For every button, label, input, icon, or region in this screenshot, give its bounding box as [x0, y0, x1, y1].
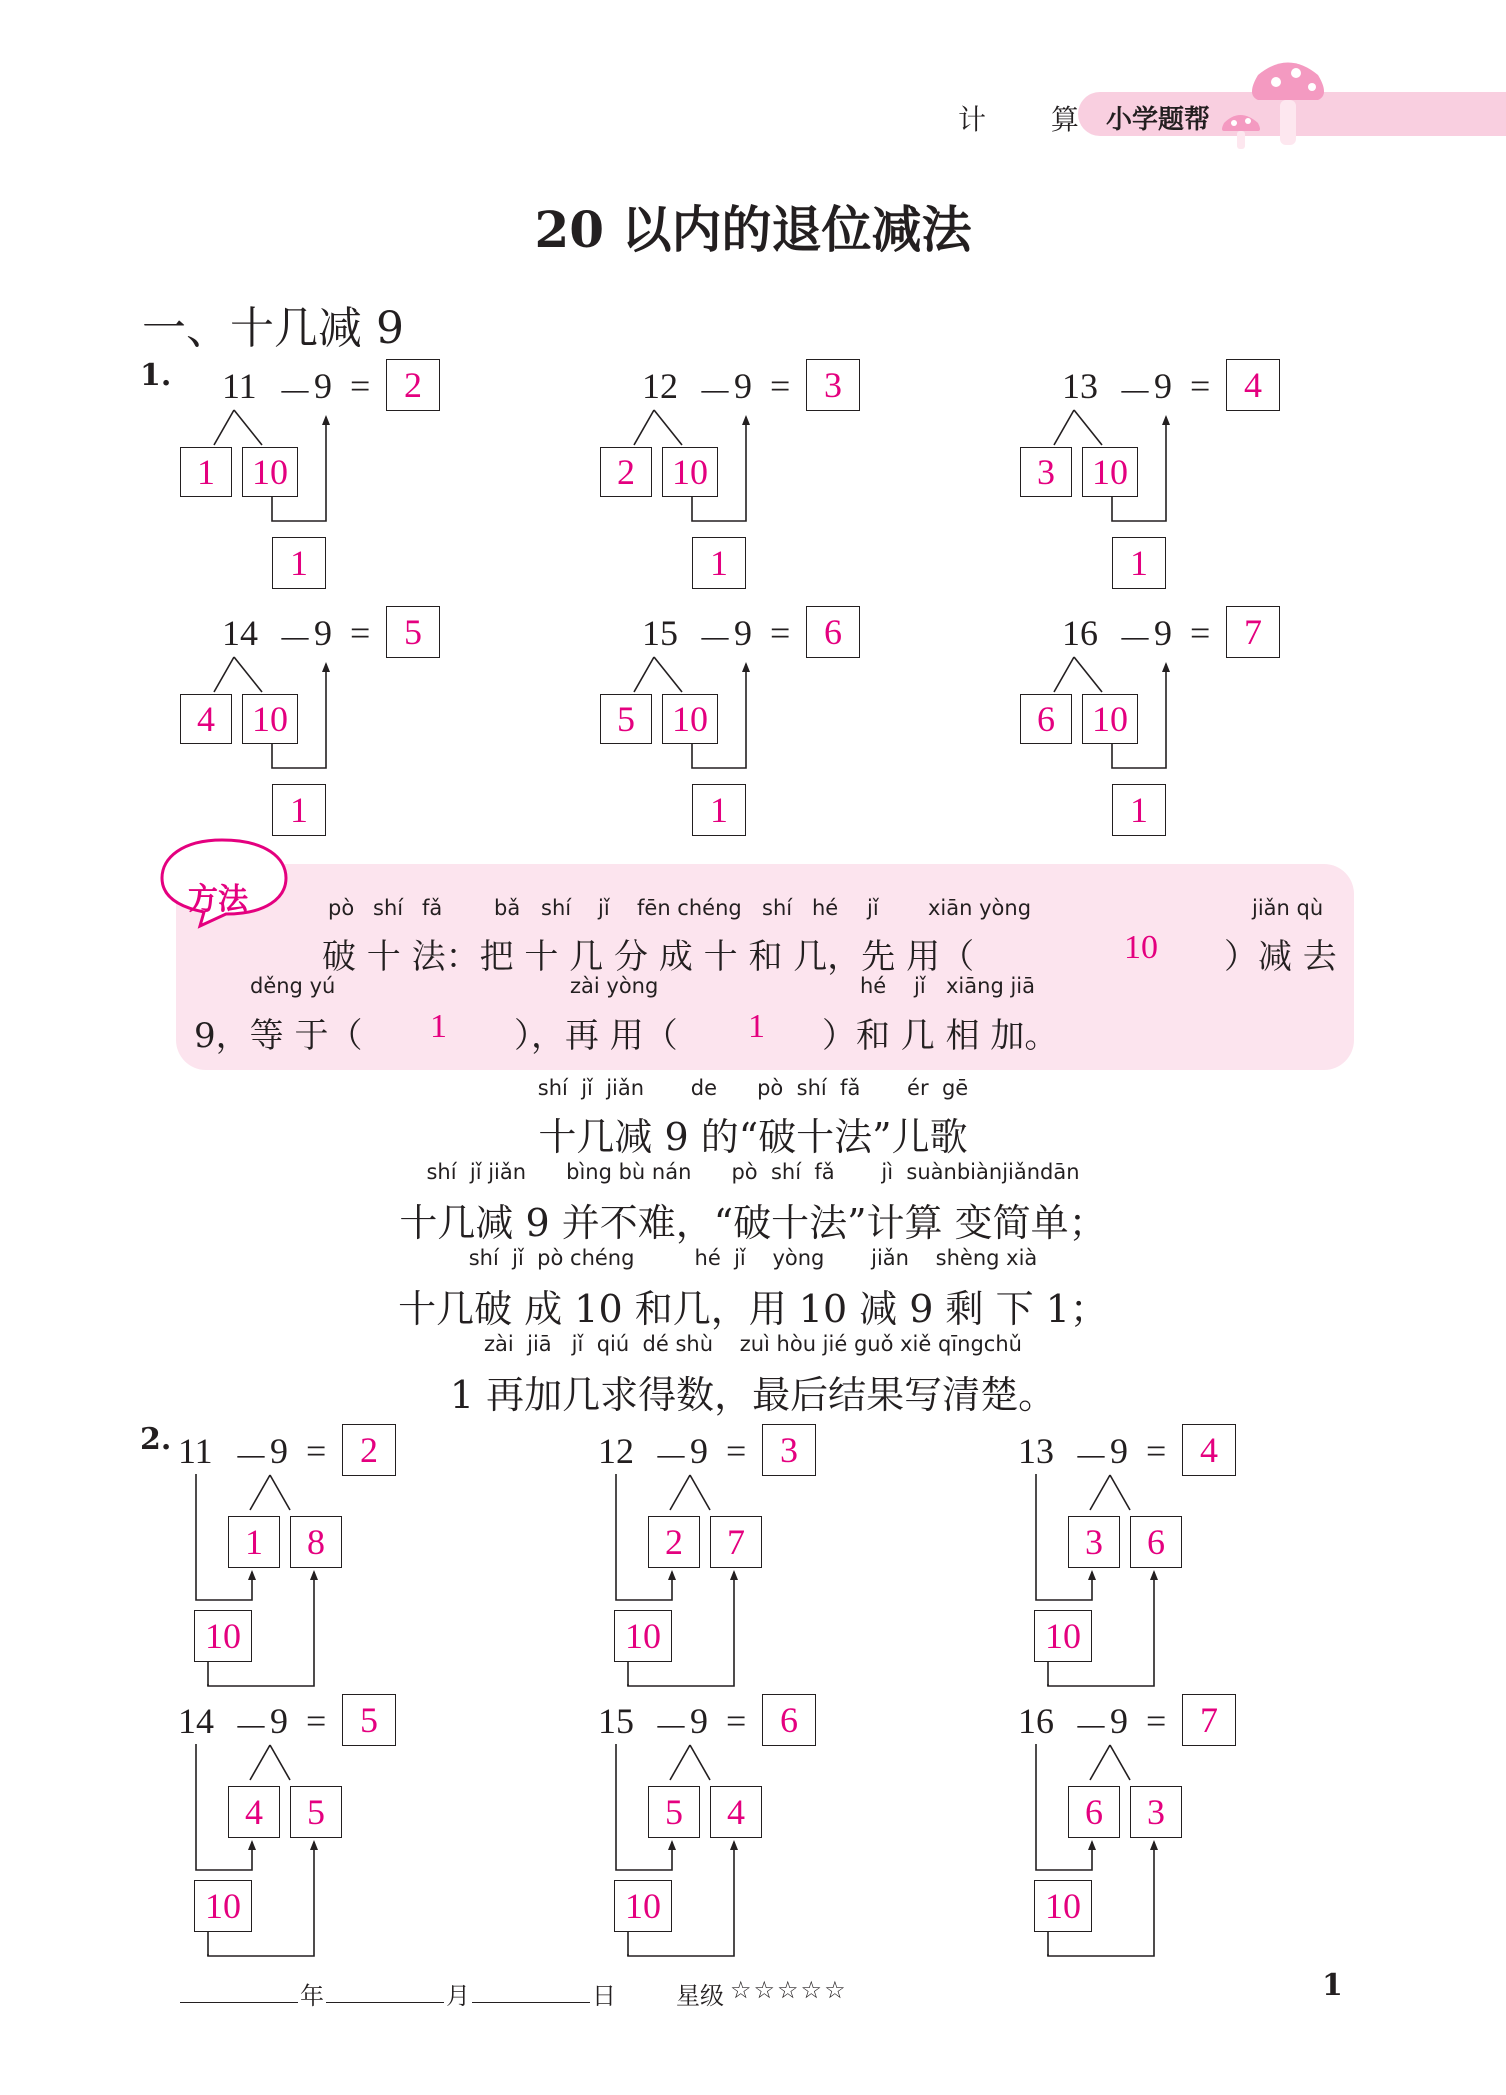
branch-line — [270, 1745, 290, 1780]
q1-equals: = — [770, 613, 791, 653]
footer-month: 月 — [446, 1982, 470, 2010]
split-b-box[interactable]: 3 — [1130, 1786, 1182, 1838]
pinyin: jiǎn qù — [1252, 896, 1324, 920]
rating-label: 星级 — [676, 1982, 724, 2010]
q2-subtrahend: 9 — [690, 1701, 708, 1741]
q2-equals: = — [1146, 1431, 1167, 1471]
q1-minuend: 16 — [1062, 613, 1098, 653]
song-line-pinyin: shí jǐ jiǎn bìng bù nán pò shí fǎ jì suànbiànjiǎndān — [426, 1160, 1080, 1184]
split-a-box[interactable]: 5 — [648, 1786, 700, 1838]
split-ten-box[interactable]: 10 — [242, 694, 298, 744]
q2-subtrahend: 9 — [270, 1701, 288, 1741]
pinyin: jǐ — [867, 896, 879, 920]
q2-equals: = — [726, 1701, 747, 1741]
pinyin: bǎ — [494, 896, 521, 920]
q2-operator: － — [233, 1708, 270, 1748]
q2-equals: = — [726, 1431, 747, 1471]
arrow-head — [248, 1840, 256, 1850]
branch-line — [214, 410, 234, 445]
pinyin: xiāng jiā — [946, 974, 1035, 998]
q1-equals: = — [350, 613, 371, 653]
split-ten-box[interactable]: 10 — [1082, 447, 1138, 497]
song-line-pinyin: zài jiā jǐ qiú dé shù zuì hòu jié guǒ xiě qīngchǔ — [484, 1332, 1022, 1356]
answer-box[interactable]: 3 — [762, 1424, 816, 1476]
split-ten-box[interactable]: 10 — [662, 447, 718, 497]
q2-equals: = — [306, 1701, 327, 1741]
branch-line — [634, 657, 654, 692]
split-ones-box[interactable]: 1 — [180, 447, 232, 497]
pinyin: shí — [541, 896, 572, 920]
q1-equals: = — [770, 366, 791, 406]
split-a-box[interactable]: 6 — [1068, 1786, 1120, 1838]
q1-minuend: 13 — [1062, 366, 1098, 406]
arrow-head — [730, 1840, 738, 1850]
q2-operator: － — [233, 1438, 270, 1478]
q1-minuend: 12 — [642, 366, 678, 406]
year-blank[interactable] — [180, 2002, 298, 2003]
method-label: 方法 — [188, 882, 248, 917]
branch-line — [1074, 410, 1102, 445]
branch-line — [654, 657, 682, 692]
question-number-1: 1. — [140, 358, 172, 393]
answer-box[interactable]: 4 — [1226, 359, 1280, 411]
branch-line — [234, 657, 262, 692]
branch-line — [634, 410, 654, 445]
q1-subtrahend: 9 — [1154, 366, 1172, 406]
arrow-head — [1150, 1840, 1158, 1850]
ten-box[interactable]: 10 — [614, 1880, 672, 1932]
answer-box[interactable]: 7 — [1182, 1694, 1236, 1746]
answer-box[interactable]: 3 — [806, 359, 860, 411]
rating-stars[interactable]: ☆☆☆☆☆ — [730, 1976, 848, 2004]
arrow-head — [248, 1570, 256, 1580]
arrow-head — [1162, 415, 1170, 425]
arrow-head — [742, 415, 750, 425]
pinyin: pò — [328, 896, 355, 920]
song-line-pinyin: shí jǐ pò chéng hé jǐ yòng jiǎn shèng xià — [468, 1246, 1038, 1270]
split-ones-box[interactable]: 2 — [600, 447, 652, 497]
pinyin: hé — [812, 896, 839, 920]
answer-box[interactable]: 6 — [806, 606, 860, 658]
method-line1-b: ）减 去 — [1224, 937, 1337, 977]
song-line: 十几减 9 并不难，“破十法”计算 变简单； — [399, 1201, 1107, 1245]
q1-equals: = — [350, 366, 371, 406]
q2-minuend: 11 — [178, 1431, 213, 1471]
branch-line — [1110, 1475, 1130, 1510]
q2-equals: = — [1146, 1701, 1167, 1741]
song-line: 1 再加几求得数，最后结果写清楚。 — [449, 1373, 1057, 1417]
branch-line — [1074, 657, 1102, 692]
q2-minuend: 12 — [598, 1431, 634, 1471]
arrow-head — [730, 1570, 738, 1580]
q2-operator: － — [653, 1438, 690, 1478]
ten-box[interactable]: 10 — [194, 1880, 252, 1932]
footer-year: 年 — [300, 1982, 324, 2010]
arrow-head — [742, 662, 750, 672]
pinyin: zài yòng — [570, 974, 659, 998]
method-blank-3: 1 — [748, 1008, 765, 1045]
q1-subtrahend: 9 — [734, 613, 752, 653]
pinyin: shí — [373, 896, 404, 920]
pinyin: fǎ — [422, 896, 443, 920]
branch-line — [234, 410, 262, 445]
ten-box[interactable]: 10 — [1034, 1610, 1092, 1662]
q1-operator: － — [1117, 620, 1154, 660]
pinyin: shí — [762, 896, 793, 920]
split-a-box[interactable]: 3 — [1068, 1516, 1120, 1568]
q2-minuend: 15 — [598, 1701, 634, 1741]
branch-line — [690, 1745, 710, 1780]
split-b-box[interactable]: 7 — [710, 1516, 762, 1568]
answer-box[interactable]: 5 — [342, 1694, 396, 1746]
answer-box[interactable]: 5 — [386, 606, 440, 658]
branch-line — [214, 657, 234, 692]
pinyin: xiān yòng — [928, 896, 1032, 920]
song-line: 十几破 成 10 和几，用 10 减 9 剩 下 1； — [398, 1287, 1108, 1331]
q1-operator: － — [1117, 373, 1154, 413]
arrow-head — [1088, 1840, 1096, 1850]
split-a-box[interactable]: 2 — [648, 1516, 700, 1568]
pinyin: děng yú — [250, 974, 336, 998]
q2-minuend: 16 — [1018, 1701, 1054, 1741]
q1-minuend: 15 — [642, 613, 678, 653]
split-b-box[interactable]: 5 — [290, 1786, 342, 1838]
footer-day: 日 — [592, 1982, 616, 2010]
branch-line — [1110, 1745, 1130, 1780]
ten-minus-nine-box[interactable]: 1 — [272, 784, 326, 836]
q2-subtrahend: 9 — [270, 1431, 288, 1471]
q2-operator: － — [653, 1708, 690, 1748]
q1-operator: － — [697, 620, 734, 660]
split-a-box[interactable]: 1 — [228, 1516, 280, 1568]
pinyin: jǐ — [598, 896, 610, 920]
arrow-head — [310, 1840, 318, 1850]
split-ten-box[interactable]: 10 — [662, 694, 718, 744]
answer-box[interactable]: 2 — [342, 1424, 396, 1476]
arrow-head — [1162, 662, 1170, 672]
answer-box[interactable]: 4 — [1182, 1424, 1236, 1476]
question-number-2: 2. — [140, 1422, 172, 1457]
branch-line — [654, 410, 682, 445]
split-a-box[interactable]: 4 — [228, 1786, 280, 1838]
q2-equals: = — [306, 1431, 327, 1471]
branch-line — [1054, 410, 1074, 445]
q2-subtrahend: 9 — [690, 1431, 708, 1471]
q1-subtrahend: 9 — [1154, 613, 1172, 653]
pinyin: fēn chéng — [637, 896, 742, 920]
section-heading: 一、十几减 9 — [142, 303, 404, 354]
header-brand: 小学题帮 — [1106, 105, 1211, 135]
day-blank[interactable] — [472, 2002, 590, 2003]
song-title-pinyin: shí jǐ jiǎn de pò shí fǎ ér gē — [537, 1076, 969, 1100]
arrow-head — [310, 1570, 318, 1580]
split-b-box[interactable]: 8 — [290, 1516, 342, 1568]
split-ten-box[interactable]: 10 — [242, 447, 298, 497]
ten-box[interactable]: 10 — [194, 1610, 252, 1662]
answer-box[interactable]: 7 — [1226, 606, 1280, 658]
arrow-head — [322, 415, 330, 425]
split-ones-box[interactable]: 3 — [1020, 447, 1072, 497]
arrow-head — [668, 1570, 676, 1580]
q2-operator: － — [1073, 1708, 1110, 1748]
q1-subtrahend: 9 — [314, 366, 332, 406]
q2-subtrahend: 9 — [1110, 1701, 1128, 1741]
split-b-box[interactable]: 4 — [710, 1786, 762, 1838]
pinyin: hé — [860, 974, 887, 998]
split-ones-box[interactable]: 6 — [1020, 694, 1072, 744]
q2-operator: － — [1073, 1438, 1110, 1478]
arrow-head — [322, 662, 330, 672]
ten-minus-nine-box[interactable]: 1 — [692, 537, 746, 589]
page-title: 20 以内的退位减法 — [534, 200, 972, 259]
split-b-box[interactable]: 6 — [1130, 1516, 1182, 1568]
q1-equals: = — [1190, 366, 1211, 406]
q1-subtrahend: 9 — [314, 613, 332, 653]
answer-box[interactable]: 6 — [762, 1694, 816, 1746]
ten-box[interactable]: 10 — [614, 1610, 672, 1662]
q2-minuend: 14 — [178, 1701, 214, 1741]
q2-subtrahend: 9 — [1110, 1431, 1128, 1471]
split-ten-box[interactable]: 10 — [1082, 694, 1138, 744]
q1-operator: － — [277, 620, 314, 660]
pinyin: jǐ — [914, 974, 926, 998]
answer-box[interactable]: 2 — [386, 359, 440, 411]
q1-minuend: 11 — [222, 366, 257, 406]
method-line2-b: ），再 用（ — [514, 1016, 678, 1056]
method-line1-a: 破 十 法：把 十 几 分 成 十 和 几，先 用（ — [322, 937, 975, 977]
method-blank-2: 1 — [430, 1008, 447, 1045]
arrow-head — [1088, 1570, 1096, 1580]
branch-line — [270, 1475, 290, 1510]
branch-line — [1054, 657, 1074, 692]
ten-box[interactable]: 10 — [1034, 1880, 1092, 1932]
page-number: 1 — [1322, 1968, 1343, 2003]
mushroom-icon — [1218, 55, 1348, 150]
ten-minus-nine-box[interactable]: 1 — [1112, 537, 1166, 589]
q2-minuend: 13 — [1018, 1431, 1054, 1471]
q1-operator: － — [697, 373, 734, 413]
q1-minuend: 14 — [222, 613, 258, 653]
method-line2-a: 9，等 于（ — [194, 1016, 363, 1056]
split-ones-box[interactable]: 5 — [600, 694, 652, 744]
month-blank[interactable] — [326, 2002, 444, 2003]
method-line2-c: ）和 几 相 加。 — [822, 1016, 1059, 1056]
header-subject: 计 算 — [958, 103, 1107, 136]
method-blank-1: 10 — [1124, 929, 1158, 966]
branch-line — [690, 1475, 710, 1510]
ten-minus-nine-box[interactable]: 1 — [692, 784, 746, 836]
q1-equals: = — [1190, 613, 1211, 653]
q1-operator: － — [277, 373, 314, 413]
q1-subtrahend: 9 — [734, 366, 752, 406]
ten-minus-nine-box[interactable]: 1 — [1112, 784, 1166, 836]
split-ones-box[interactable]: 4 — [180, 694, 232, 744]
song-title: 十几减 9 的“破十法”儿歌 — [538, 1115, 968, 1159]
arrow-head — [668, 1840, 676, 1850]
arrow-head — [1150, 1570, 1158, 1580]
ten-minus-nine-box[interactable]: 1 — [272, 537, 326, 589]
